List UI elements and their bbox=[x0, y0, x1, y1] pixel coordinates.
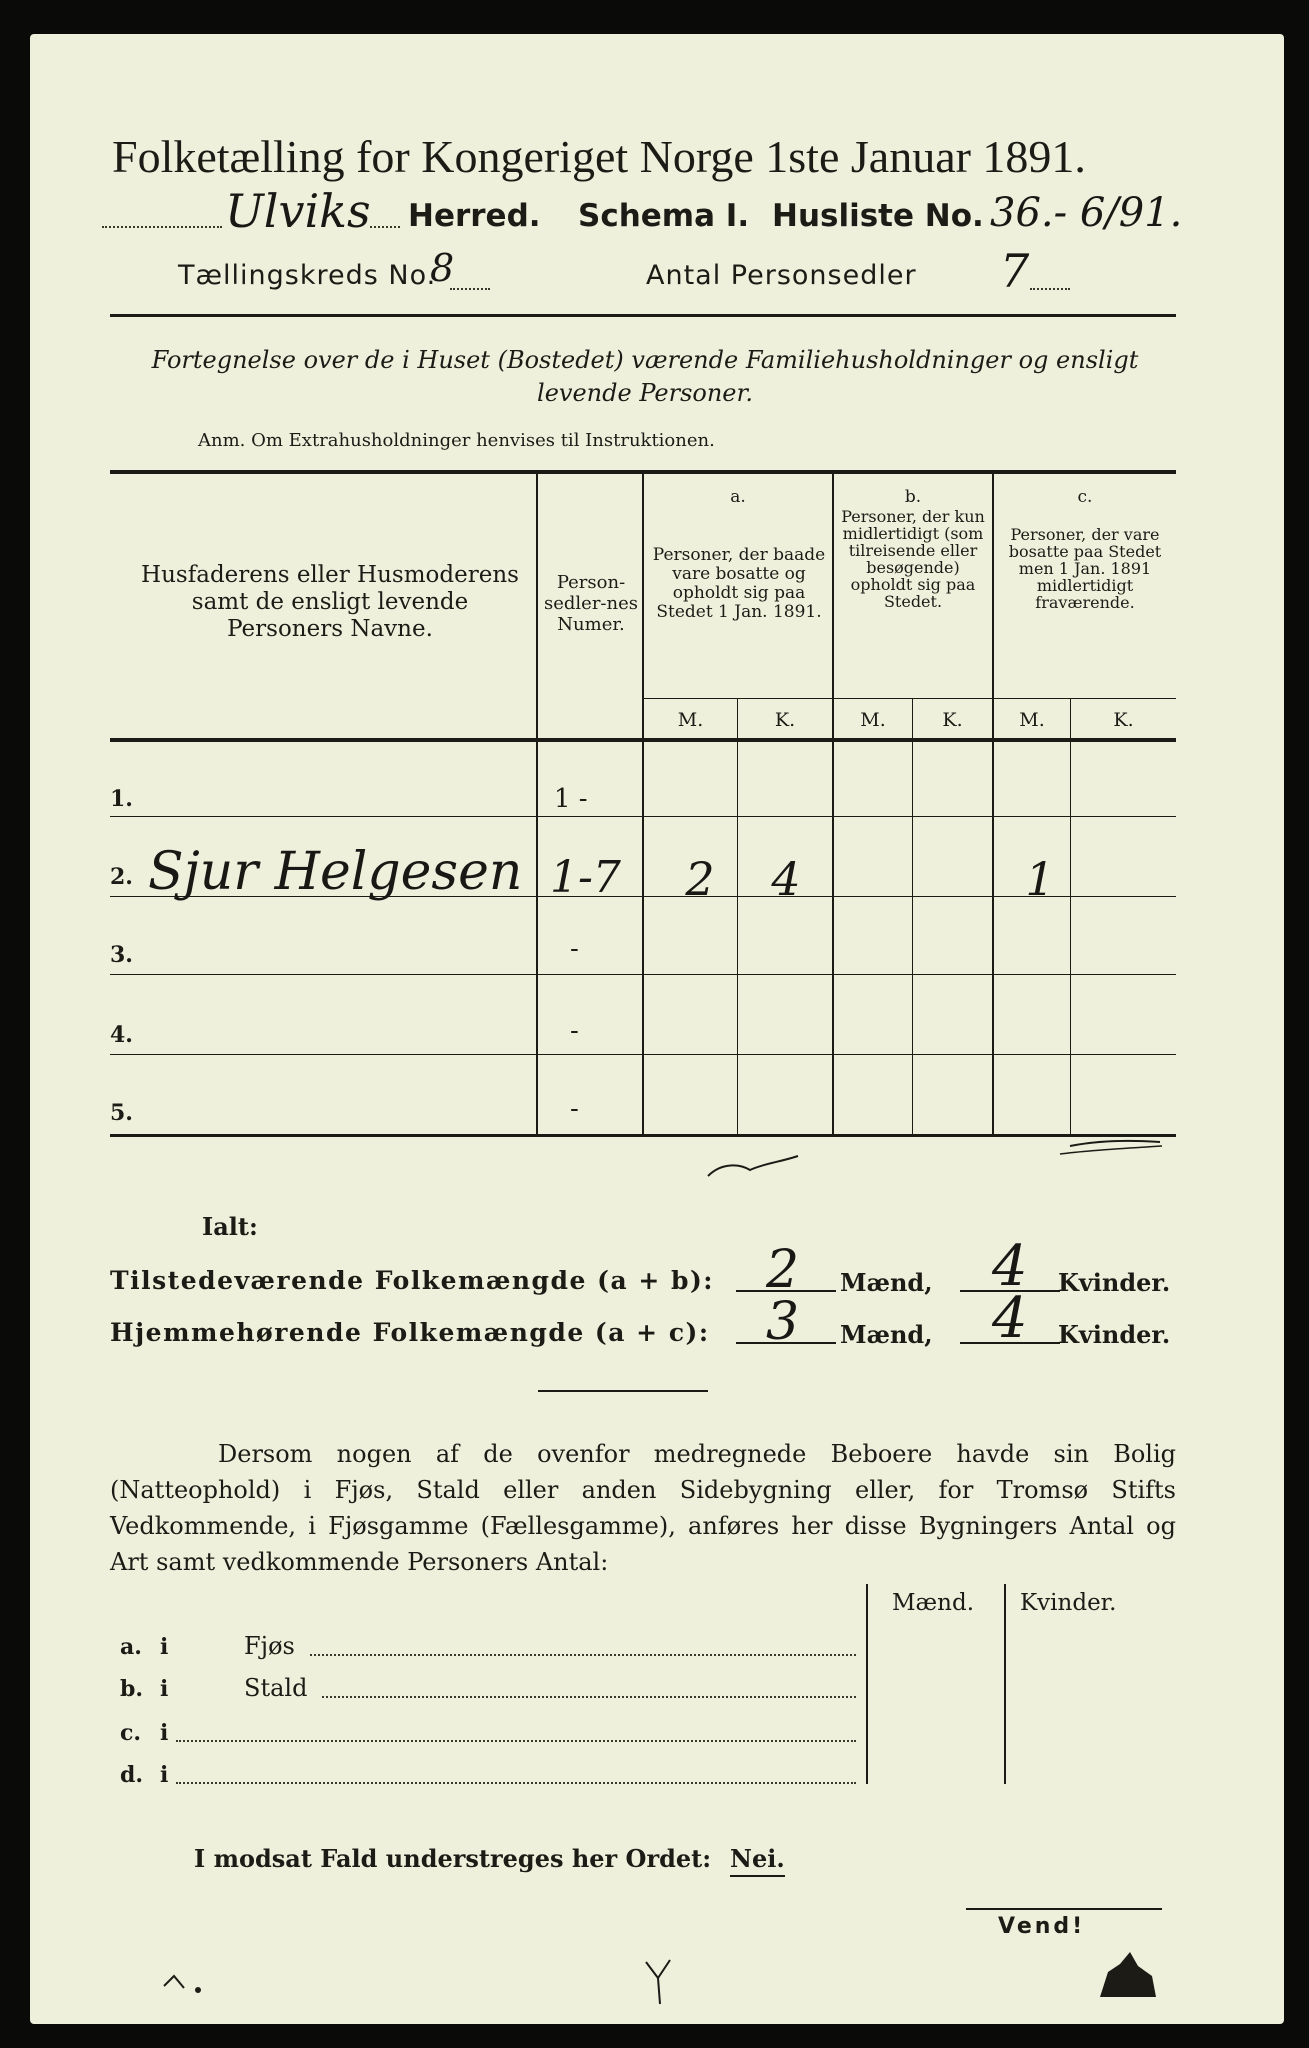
herred-dots-2 bbox=[370, 226, 400, 228]
row-2-a-k: 4 bbox=[771, 852, 801, 906]
item-a-dots bbox=[310, 1654, 856, 1656]
hjemme-maend: Mænd, bbox=[840, 1320, 933, 1349]
col-sep-am bbox=[737, 699, 738, 1134]
row-rule-3 bbox=[110, 974, 1176, 975]
row-2-number: 2. bbox=[110, 864, 133, 890]
kreds-label: Tællingskreds No. bbox=[178, 260, 437, 291]
hjemme-kvinder: Kvinder. bbox=[1058, 1320, 1171, 1349]
item-b-letter: b. bbox=[120, 1676, 144, 1702]
item-b-label: Stald bbox=[244, 1674, 308, 1702]
item-c-dots bbox=[176, 1740, 856, 1742]
kreds-dots bbox=[450, 288, 490, 290]
item-d-dots bbox=[176, 1782, 856, 1784]
vend-rule bbox=[966, 1908, 1162, 1910]
bottom-pencil-mark bbox=[640, 1954, 680, 2014]
tilstede-maend: Mænd, bbox=[840, 1268, 933, 1297]
row-2-num: 1-7 bbox=[550, 852, 621, 903]
corner-pencil-mark bbox=[160, 1964, 240, 2004]
item-b-dots bbox=[322, 1696, 856, 1698]
header-b-m: M. bbox=[860, 709, 886, 731]
antal-label: Antal Personsedler bbox=[646, 260, 917, 291]
buildings-col-kvinder: Kvinder. bbox=[1020, 1590, 1117, 1616]
item-c-i: i bbox=[160, 1720, 169, 1746]
item-b-i: i bbox=[160, 1676, 169, 1702]
col-header-b: Personer, der kun midlertidigt (som tilreisende eller besøgende) opholdt sig paa Stedet. bbox=[841, 507, 985, 611]
item-a-letter: a. bbox=[120, 1634, 142, 1660]
header-a-m: M. bbox=[677, 709, 704, 731]
buildings-col-maend: Mænd. bbox=[892, 1590, 975, 1616]
item-d-letter: d. bbox=[120, 1762, 144, 1788]
census-form-page bbox=[30, 34, 1284, 2024]
header-b-k: K. bbox=[942, 709, 963, 731]
col-sep-b bbox=[992, 474, 994, 1134]
row-2-a-m: 2 bbox=[685, 852, 715, 906]
hjemme-label: Hjemmehørende Folkemængde (a + c): bbox=[110, 1318, 710, 1347]
row-3-num: - bbox=[570, 934, 579, 964]
col-header-c-letter: c. bbox=[1077, 487, 1093, 507]
row-rule-1 bbox=[110, 816, 1176, 817]
item-a-i: i bbox=[160, 1634, 169, 1660]
hjemme-k-value: 4 bbox=[992, 1286, 1028, 1351]
section-divider bbox=[538, 1390, 708, 1392]
buildings-paragraph: Dersom nogen af de ovenfor medregnede Beboere havde sin Bolig (Natteophold) i Fjøs, Stald eller anden Sidebygning eller, for Tromsø Stifts Vedkommende, i Fjøsgamme (Fællesgamme), anføres her disse Bygningers Antal og Art samt vedkommende Personers Antal: bbox=[110, 1440, 1176, 1576]
ialt-label: Ialt: bbox=[202, 1212, 258, 1241]
row-2-c-m: 1 bbox=[1025, 852, 1055, 906]
row-1-num: 1 - bbox=[554, 784, 588, 814]
buildings-col-sep-2 bbox=[1004, 1584, 1006, 1784]
tilstede-k-value: 4 bbox=[992, 1234, 1028, 1299]
husliste-handwriting: 36.- 6/91. bbox=[990, 190, 1183, 236]
husliste-label: Husliste No. bbox=[772, 198, 984, 234]
tilstede-kvinder: Kvinder. bbox=[1058, 1268, 1171, 1297]
col-sep-a bbox=[832, 474, 834, 1134]
buildings-col-sep-1 bbox=[866, 1584, 868, 1784]
col-sep-num bbox=[642, 474, 644, 1134]
col-header-a-letter: a. bbox=[730, 487, 746, 507]
hjemme-m-value: 3 bbox=[766, 1292, 800, 1352]
col-header-a: Personer, der baade vare bosatte og opholdt sig paa Stedet 1 Jan. 1891. bbox=[652, 545, 826, 622]
tilstede-label: Tilstedeværende Folkemængde (a + b): bbox=[110, 1266, 715, 1295]
form-title: Folketælling for Kongeriget Norge 1ste Januar 1891. bbox=[112, 131, 1086, 182]
col-sep-cm bbox=[1070, 699, 1071, 1134]
col-header-b-letter: b. bbox=[904, 487, 922, 507]
herred-dots bbox=[102, 226, 222, 228]
header-c-m: M. bbox=[1019, 709, 1045, 731]
header-c-k: K. bbox=[1113, 709, 1134, 731]
row-4-num: - bbox=[570, 1016, 579, 1046]
tilstede-m-value: 2 bbox=[766, 1240, 800, 1300]
header-a-k: K. bbox=[774, 709, 796, 731]
row-3-number: 3. bbox=[110, 942, 133, 968]
row-5-number: 5. bbox=[110, 1100, 133, 1126]
mk-top-rule bbox=[644, 698, 1176, 699]
nei-word: Nei. bbox=[730, 1844, 785, 1877]
col-header-c: Personer, der vare bosatte paa Stedet men 1 Jan. 1891 midlertidigt fraværende. bbox=[1008, 525, 1162, 612]
col-sep-bm bbox=[912, 699, 913, 1134]
row-5-num: - bbox=[570, 1094, 579, 1124]
item-c-letter: c. bbox=[120, 1720, 142, 1746]
schema-label: Schema I. bbox=[578, 198, 750, 234]
kreds-handwriting: 8 bbox=[430, 246, 455, 290]
row-1-number: 1. bbox=[110, 786, 133, 812]
herred-label: Herred. bbox=[408, 198, 541, 234]
intro-subtitle: Fortegnelse over de i Huset (Bostedet) værende Familiehusholdninger og ensligt levende Personer. bbox=[151, 346, 1139, 407]
ink-blot-mark bbox=[1090, 1942, 1160, 2002]
col-header-num: Person-sedler-nes Numer. bbox=[544, 572, 638, 635]
row-rule-4 bbox=[110, 1054, 1176, 1055]
herred-handwriting: Ulviks bbox=[225, 184, 371, 238]
col-header-name: Husfaderens eller Husmoderens samt de ensligt levende Personers Navne. bbox=[141, 562, 519, 642]
item-a-label: Fjøs bbox=[244, 1632, 295, 1660]
col-sep-name bbox=[536, 474, 538, 1134]
pen-stroke-mark bbox=[670, 1134, 1190, 1194]
row-4-number: 4. bbox=[110, 1022, 133, 1048]
antal-handwriting: 7 bbox=[1000, 244, 1030, 298]
header-rule bbox=[110, 314, 1176, 317]
item-d-i: i bbox=[160, 1762, 169, 1788]
anm-note: Anm. Om Extrahusholdninger henvises til Instruktionen. bbox=[198, 430, 715, 451]
vend-text: Vend! bbox=[998, 1914, 1086, 1939]
footer-text: I modsat Fald understreges her Ordet: bbox=[194, 1844, 712, 1873]
row-2-name: Sjur Helgesen bbox=[148, 842, 523, 902]
antal-dots bbox=[1030, 288, 1070, 290]
